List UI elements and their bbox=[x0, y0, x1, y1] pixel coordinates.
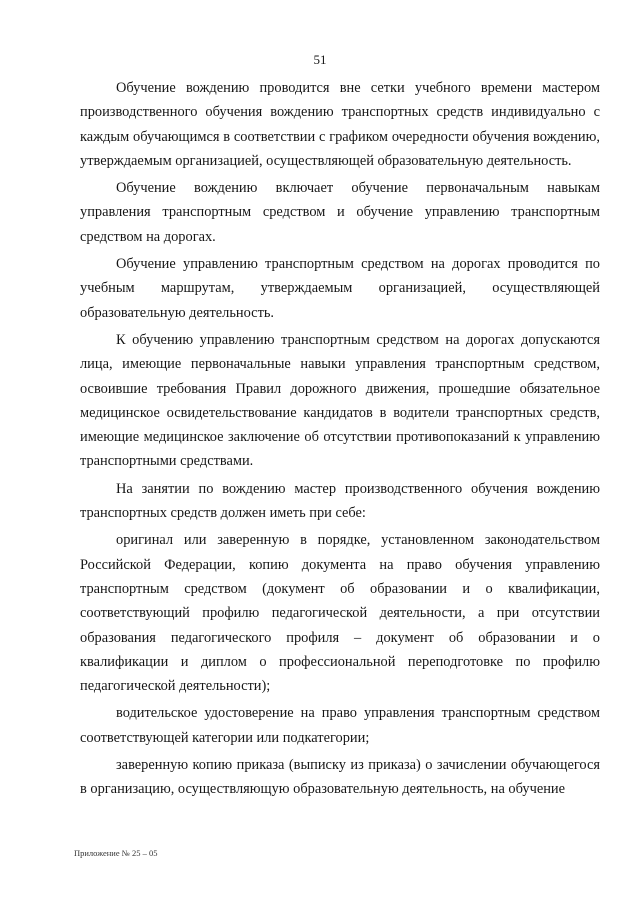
paragraph: Обучение вождению включает обучение первоначальным навыкам управления транспортным средством и обучение управлению транспортным средством на дорогах. bbox=[80, 180, 600, 245]
paragraph: На занятии по вождению мастер производственного обучения вождению транспортных средств должен иметь при себе: bbox=[80, 480, 600, 522]
page-number: 51 bbox=[313, 52, 327, 67]
paragraph: К обучению управлению транспортным средством на дорогах допускаются лица, имеющие первоначальные навыки управления транспортным средством, освоившие требования Правил дорожного движения, прошедшие обязательное медицинское освидетельствование кандидатов в водители транспортных средств, имеющие медицинское заключение об отсутствии противопоказаний к управлению транспортными средствами. bbox=[80, 331, 600, 470]
paragraph: Обучение вождению проводится вне сетки учебного времени мастером производственного обучения вождению транспортных средств индивидуально с каждым обучающимся в соответствии с графиком очередности обучения вождению, утверждаемым организацией, осуществляющей образовательную деятельность. bbox=[80, 80, 600, 169]
list-item-paragraph: заверенную копию приказа (выписку из приказа) о зачислении обучающегося в организацию, осуществляющую образовательную деятельность, на обучение bbox=[80, 757, 600, 798]
page-footer: Приложение № 25 – 05 bbox=[74, 848, 158, 858]
list-item-paragraph: оригинал или заверенную в порядке, установленном законодательством Российской Федерации, копию документа на право обучения управлению транспортным средством (документ об образовании и о квалификации, соответствующий профилю педагогической деятельности, а при отсутствии образования педагогического профиля – документ об образовании и о квалификации и диплом о профессиональной переподготовке по профилю педагогической деятельности); bbox=[80, 532, 600, 695]
paragraph: Обучение управлению транспортным средством на дорогах проводится по учебным маршрутам, утверждаемым организацией, осуществляющей образовательную деятельность. bbox=[80, 256, 600, 321]
list-item-paragraph: водительское удостоверение на право управления транспортным средством соответствующей категории или подкатегории; bbox=[80, 705, 600, 746]
document-body bbox=[80, 76, 600, 805]
